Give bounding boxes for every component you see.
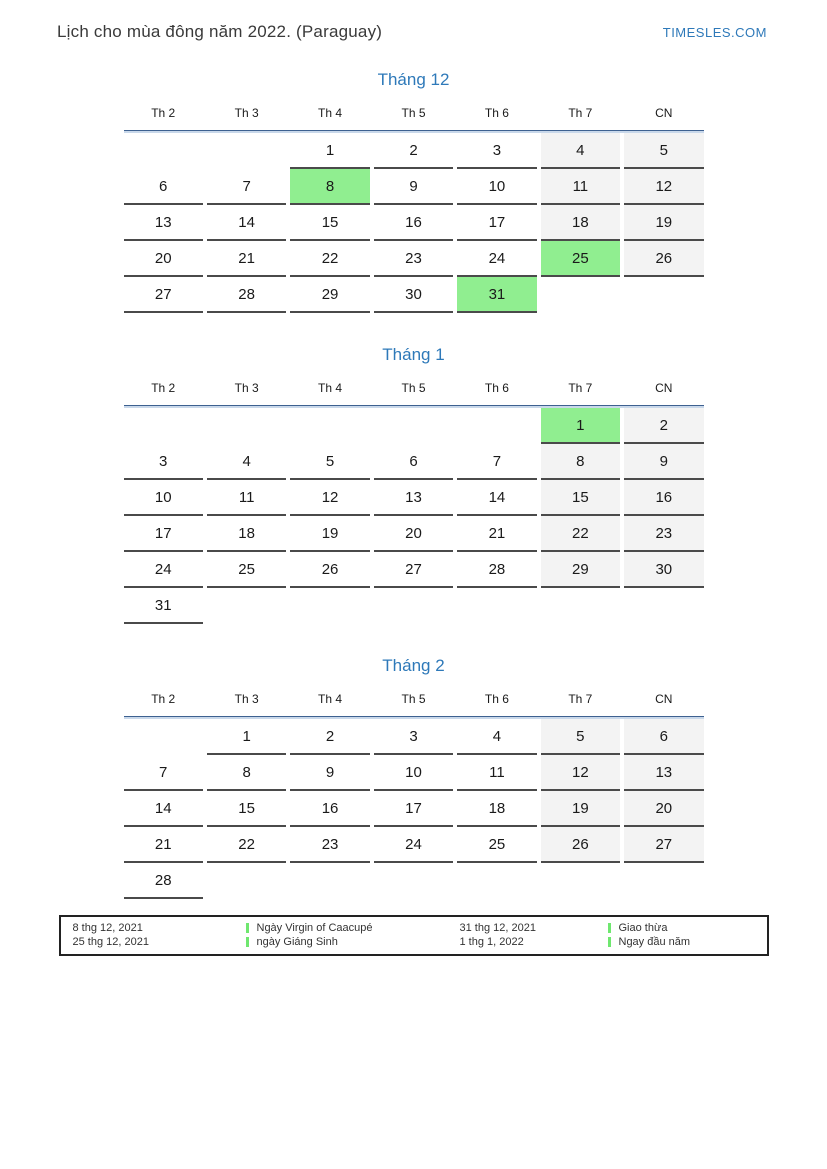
month-section bbox=[124, 68, 704, 313]
month-title: Tháng 2 bbox=[382, 656, 445, 675]
day-cell: 24 bbox=[374, 827, 453, 863]
day-cell: 13 bbox=[124, 205, 203, 241]
day-cell: 6 bbox=[624, 719, 703, 755]
day-cell: 29 bbox=[290, 277, 369, 313]
weekday-label: Th 5 bbox=[401, 106, 426, 120]
holiday-marker-icon bbox=[246, 937, 249, 947]
legend-label: Ngày Virgin of Caacupé bbox=[256, 922, 373, 934]
day-cell: 26 bbox=[290, 552, 369, 588]
day-cell: 23 bbox=[290, 827, 369, 863]
day-cell: 19 bbox=[624, 205, 703, 241]
month-grid bbox=[124, 408, 704, 624]
day-cell: 14 bbox=[124, 791, 203, 827]
weekday-header-row bbox=[124, 692, 704, 716]
day-cell: 20 bbox=[124, 241, 203, 277]
weekday-label: Th 4 bbox=[318, 692, 343, 706]
legend-date: 31 thg 12, 2021 bbox=[459, 922, 536, 934]
day-cell: 18 bbox=[541, 205, 620, 241]
weekday-label: CN bbox=[655, 381, 673, 395]
day-cell: 13 bbox=[374, 480, 453, 516]
day-cell: 15 bbox=[541, 480, 620, 516]
day-cell: 14 bbox=[207, 205, 286, 241]
day-cell: 1 bbox=[207, 719, 286, 755]
day-cell: 16 bbox=[290, 791, 369, 827]
weekday-label: Th 7 bbox=[568, 692, 593, 706]
day-cell: 22 bbox=[541, 516, 620, 552]
legend-item bbox=[246, 935, 460, 949]
day-cell: 5 bbox=[624, 133, 703, 169]
day-cell: 6 bbox=[124, 169, 203, 205]
empty-cell bbox=[624, 588, 703, 624]
day-cell: 31 bbox=[457, 277, 536, 313]
legend-label: Ngay đầu năm bbox=[618, 936, 691, 948]
legend-dates-group-2 bbox=[460, 921, 608, 949]
month-section bbox=[124, 343, 704, 624]
month-title: Tháng 12 bbox=[377, 70, 450, 89]
day-cell: 15 bbox=[290, 205, 369, 241]
weekday-label: Th 5 bbox=[401, 381, 426, 395]
day-cell: 25 bbox=[541, 241, 620, 277]
empty-cell bbox=[374, 408, 453, 444]
day-cell: 25 bbox=[207, 552, 286, 588]
page-header bbox=[0, 0, 827, 42]
day-cell: 3 bbox=[124, 444, 203, 480]
empty-cell bbox=[541, 863, 620, 899]
day-cell: 7 bbox=[207, 169, 286, 205]
legend-labels-group-1 bbox=[246, 921, 460, 949]
empty-cell bbox=[207, 408, 286, 444]
day-cell: 10 bbox=[374, 755, 453, 791]
weekday-label: Th 4 bbox=[318, 106, 343, 120]
day-cell: 19 bbox=[290, 516, 369, 552]
weekday-label: Th 2 bbox=[151, 381, 176, 395]
weekday-label: Th 6 bbox=[484, 381, 509, 395]
day-cell: 27 bbox=[124, 277, 203, 313]
empty-cell bbox=[374, 863, 453, 899]
weekday-label: CN bbox=[655, 106, 673, 120]
day-cell: 12 bbox=[624, 169, 703, 205]
day-cell: 23 bbox=[624, 516, 703, 552]
weekday-label: Th 7 bbox=[568, 381, 593, 395]
day-cell: 7 bbox=[124, 755, 203, 791]
day-cell: 23 bbox=[374, 241, 453, 277]
weekday-label: Th 5 bbox=[401, 692, 426, 706]
empty-cell bbox=[290, 588, 369, 624]
day-cell: 1 bbox=[290, 133, 369, 169]
empty-cell bbox=[207, 133, 286, 169]
weekday-label: Th 3 bbox=[234, 106, 259, 120]
day-cell: 3 bbox=[374, 719, 453, 755]
day-cell: 21 bbox=[457, 516, 536, 552]
day-cell: 24 bbox=[457, 241, 536, 277]
month-section bbox=[124, 654, 704, 899]
month-title: Tháng 1 bbox=[382, 345, 445, 364]
empty-cell bbox=[124, 719, 203, 755]
months-container bbox=[0, 68, 827, 899]
brand-link[interactable]: TIMESLES.COM bbox=[662, 25, 767, 40]
day-cell: 18 bbox=[207, 516, 286, 552]
day-cell: 13 bbox=[624, 755, 703, 791]
weekday-label: Th 4 bbox=[318, 381, 343, 395]
legend-dates-group-1 bbox=[73, 921, 246, 949]
legend-label: Giao thừa bbox=[618, 922, 668, 934]
day-cell: 31 bbox=[124, 588, 203, 624]
day-cell: 11 bbox=[541, 169, 620, 205]
holiday-marker-icon bbox=[246, 923, 249, 933]
day-cell: 21 bbox=[124, 827, 203, 863]
day-cell: 24 bbox=[124, 552, 203, 588]
day-cell: 2 bbox=[290, 719, 369, 755]
day-cell: 8 bbox=[290, 169, 369, 205]
day-cell: 28 bbox=[124, 863, 203, 899]
holiday-marker-icon bbox=[608, 937, 611, 947]
day-cell: 9 bbox=[374, 169, 453, 205]
day-cell: 7 bbox=[457, 444, 536, 480]
legend-date: 1 thg 1, 2022 bbox=[459, 936, 524, 948]
day-cell: 5 bbox=[290, 444, 369, 480]
weekday-label: Th 7 bbox=[568, 106, 593, 120]
day-cell: 20 bbox=[624, 791, 703, 827]
empty-cell bbox=[457, 588, 536, 624]
day-cell: 4 bbox=[541, 133, 620, 169]
day-cell: 12 bbox=[541, 755, 620, 791]
day-cell: 19 bbox=[541, 791, 620, 827]
day-cell: 30 bbox=[624, 552, 703, 588]
day-cell: 4 bbox=[207, 444, 286, 480]
weekday-header-row bbox=[124, 381, 704, 405]
legend-labels-group-2 bbox=[608, 921, 755, 949]
weekday-label: Th 3 bbox=[234, 692, 259, 706]
day-cell: 4 bbox=[457, 719, 536, 755]
day-cell: 20 bbox=[374, 516, 453, 552]
weekday-label: CN bbox=[655, 692, 673, 706]
day-cell: 10 bbox=[124, 480, 203, 516]
empty-cell bbox=[124, 133, 203, 169]
day-cell: 28 bbox=[207, 277, 286, 313]
legend-box bbox=[59, 915, 769, 956]
day-cell: 1 bbox=[541, 408, 620, 444]
day-cell: 2 bbox=[624, 408, 703, 444]
empty-cell bbox=[624, 863, 703, 899]
empty-cell bbox=[207, 863, 286, 899]
day-cell: 16 bbox=[624, 480, 703, 516]
weekday-label: Th 6 bbox=[484, 692, 509, 706]
month-grid bbox=[124, 719, 704, 899]
page-title: Lịch cho mùa đông năm 2022. (Paraguay) bbox=[57, 22, 383, 41]
day-cell: 22 bbox=[207, 827, 286, 863]
day-cell: 10 bbox=[457, 169, 536, 205]
weekday-label: Th 2 bbox=[151, 106, 176, 120]
day-cell: 17 bbox=[457, 205, 536, 241]
legend-item bbox=[246, 921, 460, 935]
empty-cell bbox=[457, 408, 536, 444]
empty-cell bbox=[374, 588, 453, 624]
legend-item bbox=[608, 935, 755, 949]
day-cell: 25 bbox=[457, 827, 536, 863]
day-cell: 27 bbox=[374, 552, 453, 588]
day-cell: 28 bbox=[457, 552, 536, 588]
empty-cell bbox=[457, 863, 536, 899]
day-cell: 15 bbox=[207, 791, 286, 827]
weekday-label: Th 2 bbox=[151, 692, 176, 706]
day-cell: 26 bbox=[624, 241, 703, 277]
day-cell: 27 bbox=[624, 827, 703, 863]
day-cell: 16 bbox=[374, 205, 453, 241]
holiday-marker-icon bbox=[608, 923, 611, 933]
day-cell: 21 bbox=[207, 241, 286, 277]
day-cell: 2 bbox=[374, 133, 453, 169]
empty-cell bbox=[541, 588, 620, 624]
day-cell: 17 bbox=[124, 516, 203, 552]
day-cell: 6 bbox=[374, 444, 453, 480]
legend-date: 25 thg 12, 2021 bbox=[72, 936, 149, 948]
legend-item bbox=[608, 921, 755, 935]
day-cell: 11 bbox=[207, 480, 286, 516]
day-cell: 26 bbox=[541, 827, 620, 863]
day-cell: 11 bbox=[457, 755, 536, 791]
empty-cell bbox=[124, 408, 203, 444]
day-cell: 9 bbox=[290, 755, 369, 791]
legend-label: ngày Giáng Sinh bbox=[256, 936, 338, 948]
empty-cell bbox=[207, 588, 286, 624]
day-cell: 17 bbox=[374, 791, 453, 827]
weekday-header-row bbox=[124, 106, 704, 130]
empty-cell bbox=[624, 277, 703, 313]
month-grid bbox=[124, 133, 704, 313]
day-cell: 18 bbox=[457, 791, 536, 827]
empty-cell bbox=[290, 863, 369, 899]
day-cell: 9 bbox=[624, 444, 703, 480]
day-cell: 8 bbox=[207, 755, 286, 791]
day-cell: 8 bbox=[541, 444, 620, 480]
empty-cell bbox=[541, 277, 620, 313]
day-cell: 3 bbox=[457, 133, 536, 169]
weekday-label: Th 3 bbox=[234, 381, 259, 395]
weekday-label: Th 6 bbox=[484, 106, 509, 120]
day-cell: 22 bbox=[290, 241, 369, 277]
day-cell: 14 bbox=[457, 480, 536, 516]
day-cell: 12 bbox=[290, 480, 369, 516]
empty-cell bbox=[290, 408, 369, 444]
day-cell: 29 bbox=[541, 552, 620, 588]
day-cell: 30 bbox=[374, 277, 453, 313]
day-cell: 5 bbox=[541, 719, 620, 755]
legend-date: 8 thg 12, 2021 bbox=[72, 922, 143, 934]
